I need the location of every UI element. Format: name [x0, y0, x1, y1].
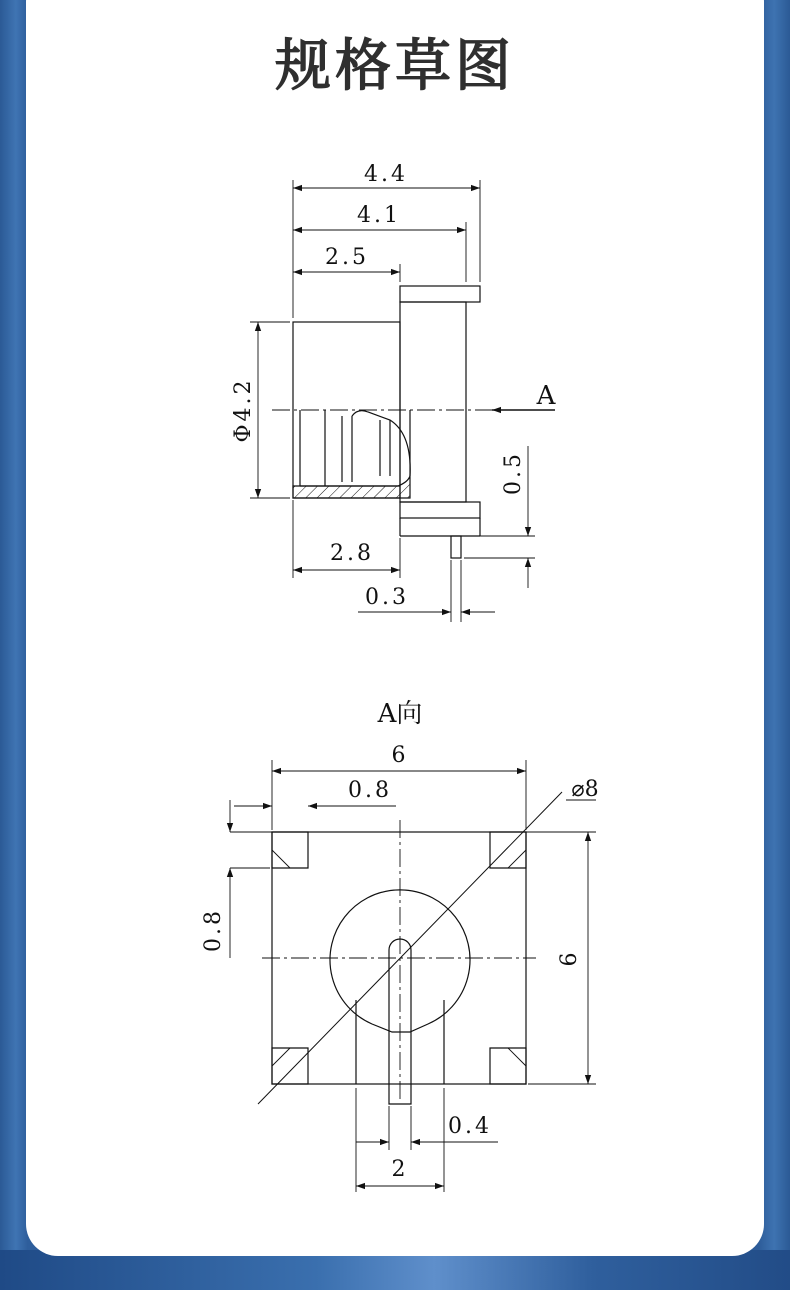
dim-0-8-left-label: 0.8	[201, 908, 226, 952]
dim-0-5-label: 0.5	[501, 451, 526, 495]
dim-2-label: 2	[391, 1157, 409, 1182]
side-dimension-lines	[258, 188, 555, 612]
side-view-labels	[231, 162, 557, 610]
dim-2-5-label: 2.5	[325, 245, 369, 270]
a-view-labels	[201, 743, 599, 1182]
dim-phi-4-2-label: Φ4.2	[231, 377, 256, 443]
a-view-dimension-lines	[230, 771, 588, 1186]
dim-4-1-label: 4.1	[357, 203, 401, 228]
dim-6-top-label: 6	[391, 743, 409, 768]
a-view-diagonal-line	[258, 792, 562, 1104]
side-body-outline	[293, 286, 480, 558]
dim-diameter-8-label: ⌀8	[571, 777, 599, 802]
a-view	[230, 760, 599, 1192]
side-view	[250, 180, 555, 622]
view-arrow-a-label: A	[536, 381, 556, 411]
dim-0-4-label: 0.4	[448, 1114, 492, 1139]
side-bore	[300, 410, 410, 486]
dim-4-4-label: 4.4	[364, 162, 408, 187]
a-view-slot	[389, 939, 411, 1104]
dim-0-8-top-label: 0.8	[348, 778, 392, 803]
dim-6-right-label: 6	[557, 949, 582, 967]
dim-2-8-label: 2.8	[330, 541, 374, 566]
a-view-title: A向	[377, 699, 423, 729]
page-title: 规格草图	[275, 34, 515, 99]
dim-0-3-label: 0.3	[365, 585, 409, 610]
a-view-extension-lines	[230, 760, 599, 1192]
